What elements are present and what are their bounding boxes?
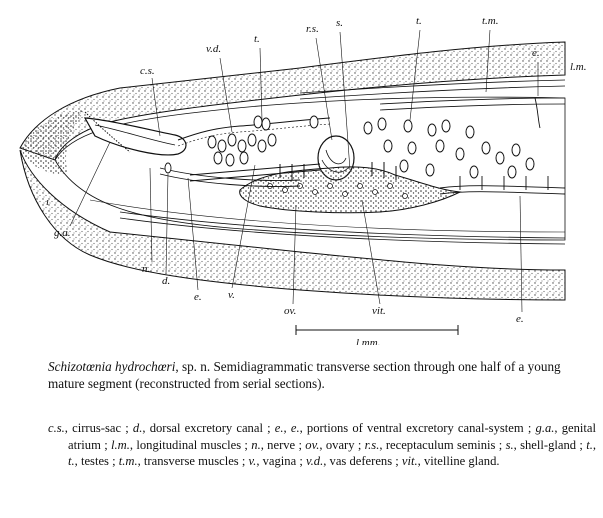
species-name: Schizotœnia hydrochœri — [48, 359, 176, 374]
legend-desc: , dorsal excretory canal ; — [142, 421, 275, 435]
cirrus-sac — [85, 118, 186, 155]
label-vd: v.d. — [206, 43, 222, 55]
legend-desc: , ovary ; — [319, 437, 365, 452]
legend-desc: , receptaculum seminis ; — [379, 437, 506, 452]
legend-abbr: vit. — [401, 454, 418, 468]
legend-desc: , longitudinal muscles ; — [129, 437, 252, 452]
label-n: n. — [142, 263, 151, 275]
label-ga: g.a. — [54, 227, 71, 239]
legend-desc: , cirrus-sac ; — [64, 421, 133, 435]
legend-desc: , transverse muscles ; — [137, 454, 249, 468]
legend-desc: , portions of ventral excretory canal-system ; — [299, 421, 536, 435]
legend-abbr: t.m. — [118, 454, 138, 468]
label-e3: e. — [516, 313, 524, 325]
label-tick: ı — [46, 196, 50, 208]
scale-bar — [296, 325, 458, 345]
legend-desc: , nerve ; — [260, 437, 306, 452]
legend-abbr: v. — [248, 454, 257, 468]
legend-desc: , vas deferens ; — [323, 454, 402, 468]
legend-abbr: v.d. — [305, 454, 324, 468]
legend-abbr: t., t. — [68, 437, 596, 468]
label-tm: t.m. — [482, 15, 499, 27]
label-lm: l.m. — [570, 61, 587, 73]
label-vit: vit. — [372, 305, 386, 317]
legend-abbr: ov. — [305, 437, 320, 452]
figure-caption — [48, 358, 568, 392]
legend-abbr: n. — [251, 437, 261, 452]
label-t2: t. — [416, 15, 422, 27]
label-rs: r.s. — [306, 23, 319, 35]
legend-abbr: d. — [132, 421, 143, 435]
legend-abbr: r.s. — [364, 437, 380, 452]
legend-desc: , vitelline gland. — [417, 454, 500, 468]
caption-text: , sp. n. Semidiagrammatic transverse section through one half of a young mature segment (reconstructed from serial sections). — [48, 359, 561, 391]
legend-abbr: e., e. — [274, 421, 300, 435]
label-e1: e. — [532, 47, 540, 59]
legend-abbr: s. — [505, 437, 514, 452]
legend-desc: , vagina ; — [256, 454, 306, 468]
label-e2: e. — [194, 291, 202, 303]
label-d: d. — [162, 275, 171, 287]
legend-abbr: g.a. — [535, 421, 555, 435]
legend-desc: , shell-gland ; — [513, 437, 587, 452]
label-ov: ov. — [284, 305, 297, 317]
label-cs: c.s. — [140, 65, 155, 77]
legend-abbr: l.m. — [111, 437, 130, 452]
label-t1: t. — [254, 33, 260, 45]
legend-desc: , genital atrium ; — [68, 421, 596, 452]
figure-legend — [48, 420, 596, 470]
legend-abbr: c.s. — [48, 421, 65, 435]
legend-desc: , testes ; — [74, 454, 119, 468]
label-s: s. — [336, 17, 344, 29]
label-v: v. — [228, 289, 235, 301]
scale-bar-label: l mm. — [356, 337, 381, 345]
